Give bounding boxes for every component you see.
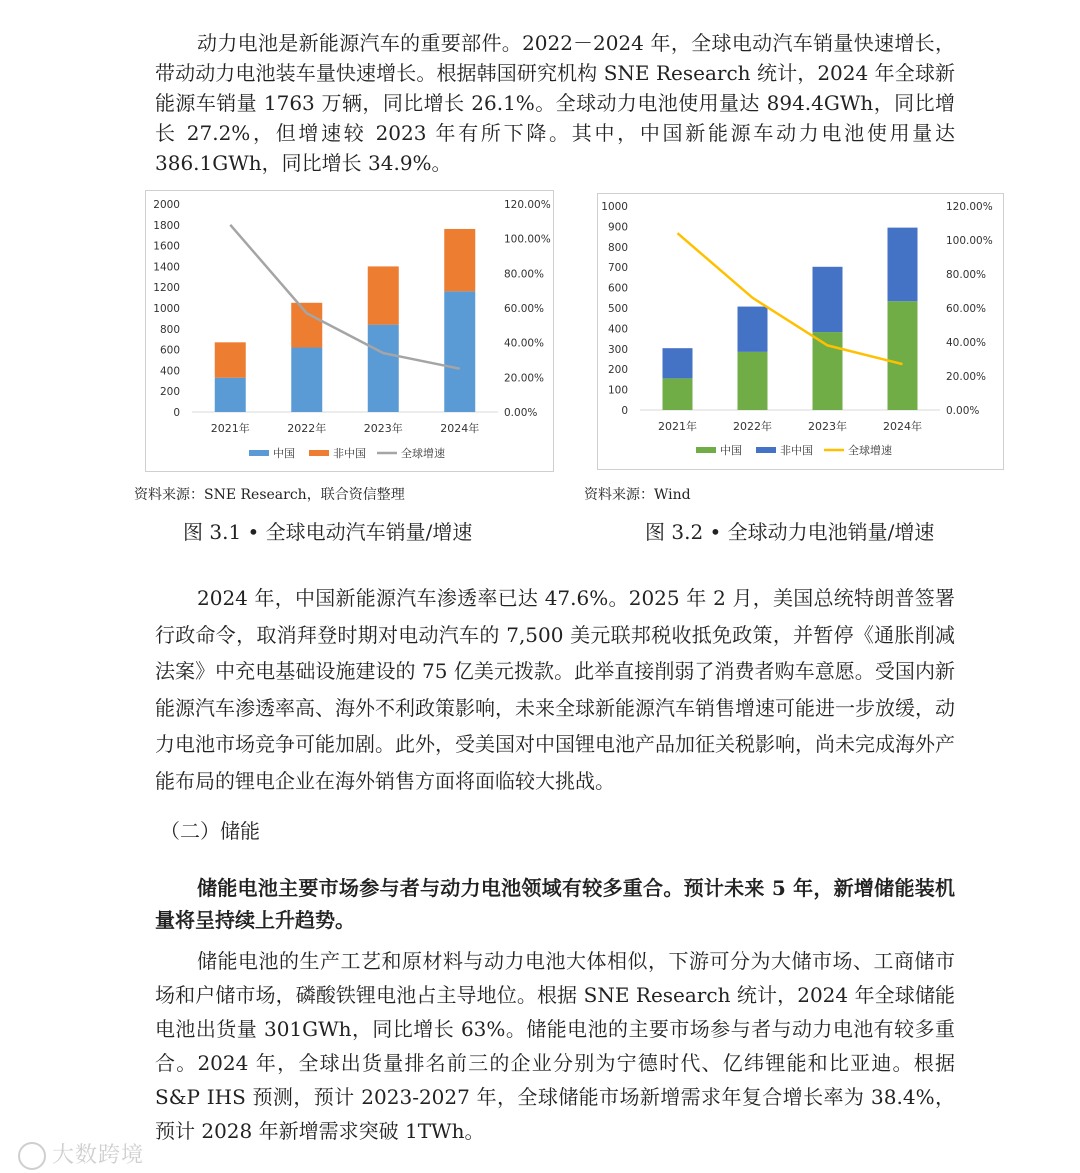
chart1-caption: 图 3.1 • 全球电动汽车销量/增速 xyxy=(183,520,473,544)
legend-label: 中国 xyxy=(720,444,742,457)
y-tick-label: 500 xyxy=(607,303,628,315)
y2-tick-label: 20.00% xyxy=(504,372,545,385)
legend-label: 非中国 xyxy=(780,444,813,457)
bar-non-china xyxy=(368,266,399,324)
intro-paragraph: 动力电池是新能源汽车的重要部件。2022－2024 年，全球电动汽车销量快速增长，带动动力电池装车量快速增长。根据韩国研究机构 SNE Research 统计，2024 年全球新能源车销量 1763 万辆，同比增长 26.1%。全球动力电池使用量达 894.4GWh，同比增长 27.2%，但增速较 2023 年有所下降。其中，中国新能源车动力电池使用量达 386.1GWh，同比增长 34.9%。 xyxy=(155,31,955,175)
y-tick-label: 600 xyxy=(159,344,180,357)
y-tick-label: 1000 xyxy=(153,303,180,315)
y2-tick-label: 60.00% xyxy=(946,303,987,315)
x-tick-label: 2021年 xyxy=(210,422,250,435)
bar-china xyxy=(888,301,918,410)
bar-non-china xyxy=(888,228,918,302)
bar-china xyxy=(813,332,843,410)
battery-sales-chart xyxy=(598,194,1003,469)
watermark xyxy=(18,1138,144,1170)
bar-china xyxy=(291,348,322,412)
y-tick-label: 1000 xyxy=(601,201,628,213)
bar-non-china xyxy=(215,342,246,377)
storage-detail-paragraph: 储能电池的生产工艺和原材料与动力电池大体相似，下游可分为大储市场、工商储市场和户储市场，磷酸铁锂电池占主导地位。根据 SNE Research 统计，2024 年全球储能电池出货量 301GWh，同比增长 63%。储能电池的主要市场参与者与动力电池有较多重合。2024 年，全球出货量排名前三的企业分别为宁德时代、亿纬锂能和比亚迪。根据 S&P IHS 预测，预计 2023-2027 年，全球储能市场新增需求年复合增长率为 38.4%，预计 2028 年新增需求突破 1TWh。 xyxy=(155,949,955,1143)
bar-china xyxy=(368,325,399,412)
y2-tick-label: 100.00% xyxy=(504,233,551,246)
y-tick-label: 1400 xyxy=(153,261,180,274)
x-tick-label: 2021年 xyxy=(658,420,697,433)
growth-line xyxy=(678,233,903,364)
y-tick-label: 800 xyxy=(607,241,628,254)
legend-swatch xyxy=(309,450,329,456)
watermark-text: 大数跨境 xyxy=(52,1143,145,1168)
y2-tick-label: 80.00% xyxy=(504,268,545,281)
storage-summary-paragraph: 储能电池主要市场参与者与动力电池领域有较多重合。预计未来 5 年，新增储能装机量将呈持续上升趋势。 xyxy=(155,876,955,932)
y-tick-label: 0 xyxy=(173,407,180,419)
x-tick-label: 2022年 xyxy=(733,420,772,433)
y-tick-label: 1200 xyxy=(153,282,180,295)
y2-tick-label: 0.00% xyxy=(504,407,538,419)
y-tick-label: 900 xyxy=(607,221,628,234)
x-tick-label: 2022年 xyxy=(287,422,327,435)
y-tick-label: 600 xyxy=(607,282,628,295)
y-tick-label: 2000 xyxy=(153,199,180,211)
bar-china xyxy=(215,378,246,412)
y2-tick-label: 60.00% xyxy=(504,303,545,315)
chart2-caption: 图 3.2 • 全球动力电池销量/增速 xyxy=(645,520,935,544)
x-tick-label: 2023年 xyxy=(808,420,847,433)
y2-tick-label: 40.00% xyxy=(504,337,545,350)
section-heading-storage: （二）储能 xyxy=(160,819,260,843)
y-tick-label: 200 xyxy=(607,364,628,377)
growth-line xyxy=(230,225,460,369)
legend-swatch xyxy=(696,447,716,453)
y-tick-label: 1600 xyxy=(153,240,180,253)
legend-swatch xyxy=(249,450,269,456)
y2-tick-label: 80.00% xyxy=(946,269,987,281)
x-tick-label: 2023年 xyxy=(363,422,403,435)
bar-non-china xyxy=(444,229,475,291)
y-tick-label: 100 xyxy=(607,384,628,397)
ev-sales-chart-frame xyxy=(145,190,554,472)
y2-tick-label: 120.00% xyxy=(946,201,993,213)
y2-tick-label: 0.00% xyxy=(946,405,980,417)
chart1-source: 资料来源：SNE Research，联合资信整理 xyxy=(134,487,405,503)
y-tick-label: 400 xyxy=(159,365,180,378)
bar-non-china xyxy=(663,348,693,378)
legend-label: 全球增速 xyxy=(401,447,445,460)
battery-sales-chart-frame xyxy=(597,193,1004,470)
bar-non-china xyxy=(813,267,843,332)
bar-china xyxy=(738,352,768,410)
bar-china xyxy=(663,378,693,410)
legend-label: 全球增速 xyxy=(848,444,892,457)
legend-label: 中国 xyxy=(273,447,295,460)
bar-non-china xyxy=(738,307,768,352)
x-tick-label: 2024年 xyxy=(883,420,922,433)
y-tick-label: 300 xyxy=(607,343,628,356)
policy-paragraph: 2024 年，中国新能源汽车渗透率已达 47.6%。2025 年 2 月，美国总统特朗普签署行政命令，取消拜登时期对电动汽车的 7,500 美元联邦税收抵免政策，并暂停《通胀削减法案》中充电基础设施建设的 75 亿美元拨款。此举直接削弱了消费者购车意愿。受国内新能源汽车渗透率高、海外不利政策影响，未来全球新能源汽车销售增速可能进一步放缓，动力电池市场竞争可能加剧。此外，受美国对中国锂电池产品加征关税影响，尚未完成海外产能布局的锂电企业在海外销售方面将面临较大挑战。 xyxy=(155,586,955,793)
bar-china xyxy=(444,291,475,412)
y-tick-label: 200 xyxy=(159,386,180,399)
legend-swatch xyxy=(756,447,776,453)
y2-tick-label: 100.00% xyxy=(946,235,993,247)
chart2-source: 资料来源：Wind xyxy=(584,487,691,503)
y-tick-label: 1800 xyxy=(153,219,180,232)
bar-non-china xyxy=(291,303,322,348)
y2-tick-label: 120.00% xyxy=(504,199,551,211)
y2-tick-label: 20.00% xyxy=(946,371,987,383)
y-tick-label: 400 xyxy=(607,323,628,336)
y-tick-label: 700 xyxy=(607,262,628,275)
watermark-logo-icon xyxy=(18,1142,46,1170)
legend-label: 非中国 xyxy=(333,447,366,460)
y-tick-label: 800 xyxy=(159,323,180,336)
x-tick-label: 2024年 xyxy=(440,422,480,435)
y2-tick-label: 40.00% xyxy=(946,337,987,349)
ev-sales-chart xyxy=(146,191,553,471)
y-tick-label: 0 xyxy=(621,405,628,417)
